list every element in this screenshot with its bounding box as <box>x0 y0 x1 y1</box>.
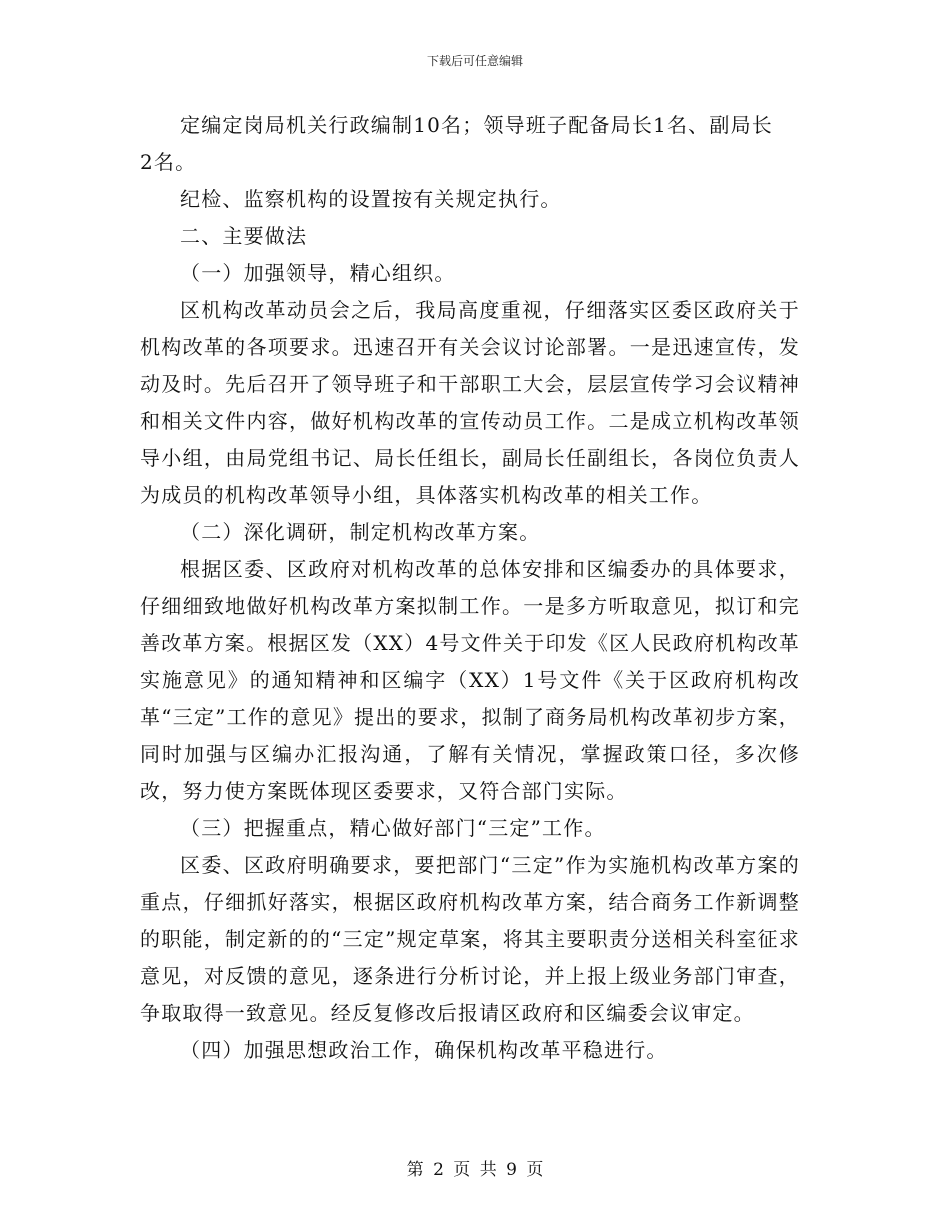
subheading-1: （一）加强领导，精心组织。 <box>180 261 456 285</box>
paragraph-staffing: 定编定岗局机关行政编制10名；领导班子配备局长1名、副局长 <box>180 113 773 137</box>
paragraph-staffing-cont: 2名。 <box>140 150 197 174</box>
page-number: 第 2 页 共 9 页 <box>406 1160 544 1180</box>
page-header: 下载后可任意编辑 <box>426 54 523 68</box>
subheading-4: （四）加强思想政治工作，确保机构改革平稳进行。 <box>180 1038 668 1062</box>
paragraph-1: 区机构改革动员会之后，我局高度重视，仔细落实区委区政府关于机构改革的各项要求。迅速召开有关会议讨论部署。一是迅速宣传，发动及时。先后召开了领导班子和干部职工大会，层层宣传学习会议精神和相关文件内容，做好机构改革的宣传动员工作。二是成立机构改革领导小组，由局党组书记、局长任组长，副局长任副组长，各岗位负责人为成员的机构改革领导小组，具体落实机构改革的相关工作。 <box>140 298 800 507</box>
subheading-3: （三）把握重点，精心做好部门“三定”工作。 <box>180 816 606 840</box>
paragraph-2: 根据区委、区政府对机构改革的总体安排和区编委办的具体要求，仔细细致地做好机构改革方案拟制工作。一是多方听取意见，拟订和完善改革方案。根据区发（XX）4号文件关于印发《区人民政府机构改革实施意见》的通知精神和区编字（XX）1号文件《关于区政府机构改革“三定”工作的意见》提出的要求，拟制了商务局机构改革初步方案，同时加强与区编办汇报沟通，了解有关情况，掌握政策口径，多次修改，努力使方案既体现区委要求，又符合部门实际。 <box>140 557 800 803</box>
section-heading-main-practices: 二、主要做法 <box>180 224 308 248</box>
paragraph-3: 区委、区政府明确要求，要把部门“三定”作为实施机构改革方案的重点，仔细抓好落实，根据区政府机构改革方案，结合商务工作新调整的职能，制定新的的“三定”规定草案，将其主要职责分送相关科室征求意见，对反馈的意见，逐条进行分析讨论，并上报上级业务部门审查，争取取得一致意见。经反复修改后报请区政府和区编委会议审定。 <box>140 853 800 1025</box>
paragraph-discipline: 纪检、监察机构的设置按有关规定执行。 <box>180 187 562 211</box>
subheading-2: （二）深化调研，制定机构改革方案。 <box>180 520 541 544</box>
document-body <box>140 107 800 1069</box>
